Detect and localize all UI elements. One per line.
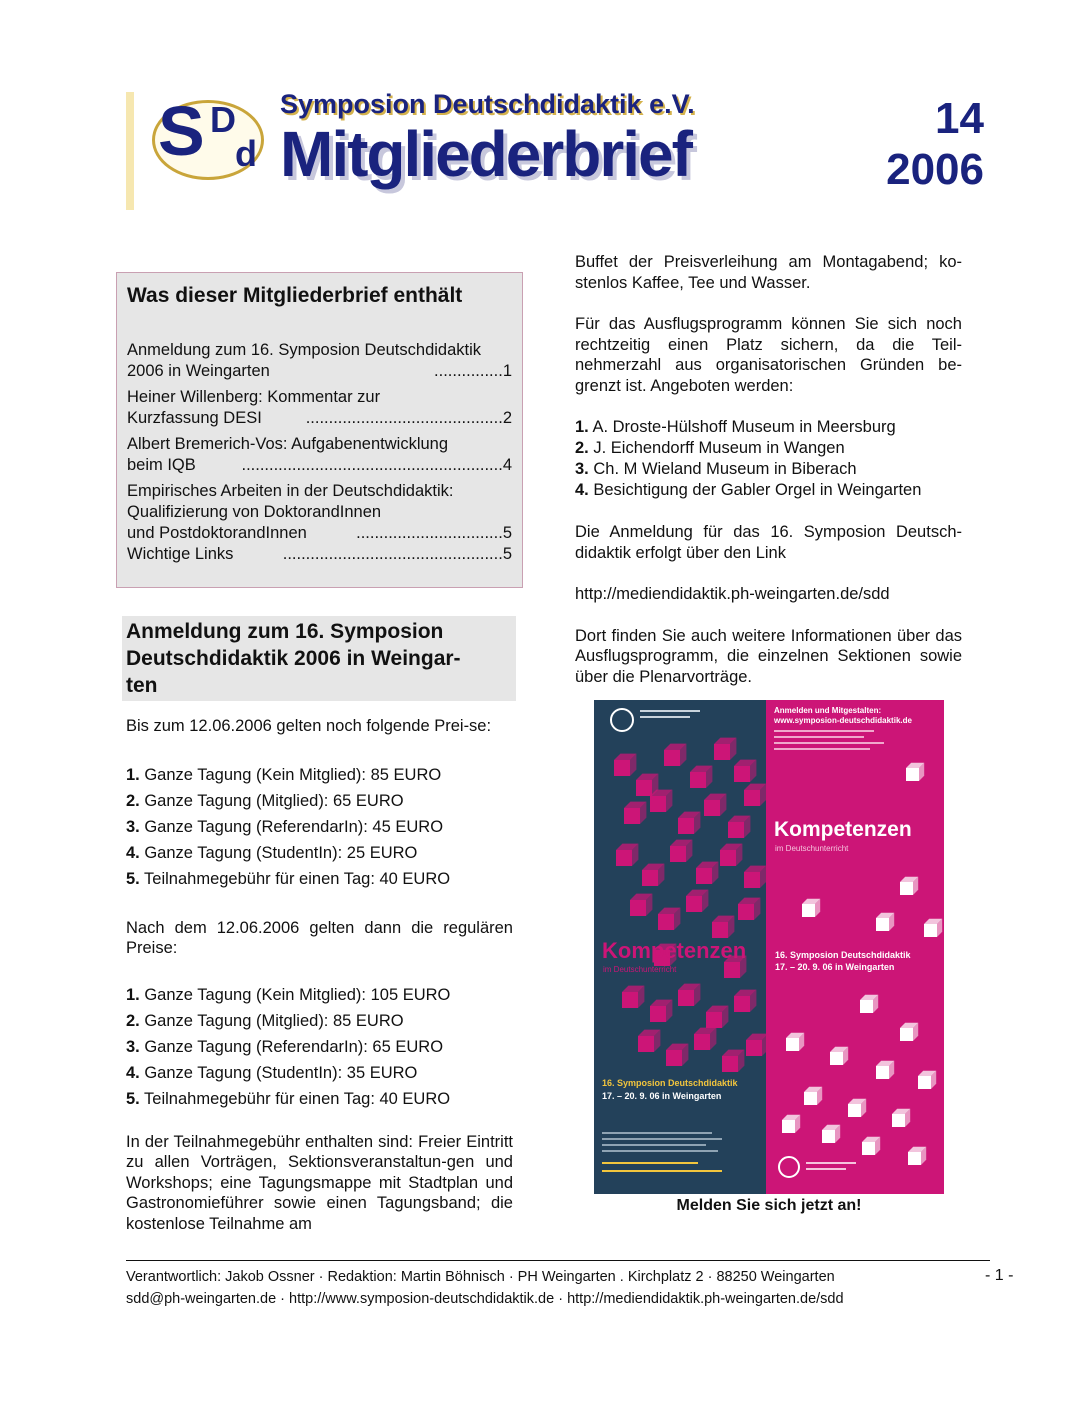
list-text: Ganze Tagung (Mitglied): 85 EURO [139, 1011, 404, 1030]
poster-fineprint-rule [602, 1170, 722, 1172]
poster-dates-right: 17. – 20. 9. 06 in Weingarten [775, 962, 895, 972]
list-text: Ganze Tagung (Kein Mitglied): 85 EURO [139, 765, 442, 784]
spacer [575, 396, 962, 417]
footer-divider [126, 1260, 990, 1261]
list-item [126, 762, 513, 788]
toc-leader [306, 408, 512, 429]
excursion-intro: Für das Ausflugsprogramm können Sie sich noch rechtzeitig einen Platz sichern, da die Teil-nehmerzahl aus organisatorischen Gründen be-grenzt ist. Angeboten werden: [575, 315, 962, 395]
toc-entry[interactable] [127, 481, 512, 544]
prices-after-intro: Nach dem 12.06.2006 gelten dann die regulären Preise: [126, 918, 513, 957]
poster-fineprint-rule [640, 716, 690, 718]
poster-cube [734, 760, 756, 782]
poster-cube [744, 784, 766, 806]
list-text: Ganze Tagung (StudentIn): 25 EURO [139, 843, 418, 862]
toc-title: Was dieser Mitgliederbrief enthält [127, 284, 463, 307]
poster-cube [900, 877, 918, 895]
toc-page-number: 5 [502, 545, 512, 564]
poster-cube [650, 790, 672, 812]
spacer [575, 293, 962, 314]
toc-entry[interactable] [127, 434, 512, 476]
poster-cube [722, 1050, 744, 1072]
poster-cube [706, 1006, 728, 1028]
poster-cube [678, 812, 700, 834]
spacer [575, 501, 962, 522]
poster-caption: Melden Sie sich jetzt an! [676, 1197, 862, 1214]
included-services-text: In der Teilnahmegebühr enthalten sind: Freier Eintritt zu allen Vorträgen, Sektionsveranstaltun-gen und Workshops; eine Tagungsmappe mit Stadtplan und Gastronomieführer sowie einen Tagungsband; die kostenlose Teilnahme am [126, 1132, 513, 1233]
poster-fineprint-rule [774, 730, 874, 732]
list-item [126, 1034, 513, 1060]
organization-name: Symposion Deutschdidaktik e.V. [280, 89, 695, 119]
poster-cube [804, 1087, 822, 1105]
poster-fineprint-rule [806, 1162, 856, 1164]
poster-fineprint-rule [774, 748, 870, 750]
poster-cube [694, 1028, 716, 1050]
page-number: - 1 - [985, 1267, 1014, 1284]
list-text: Ganze Tagung (Kein Mitglied): 105 EURO [139, 985, 451, 1004]
toc-entry[interactable] [127, 387, 512, 429]
list-number: 3. [126, 1037, 140, 1056]
poster-fineprint-rule [640, 710, 700, 712]
toc-entry-line: Wichtige Links [127, 545, 234, 564]
poster-subtitle-left: im Deutschunterricht [603, 965, 677, 974]
poster-cube [696, 862, 718, 884]
poster-cube [738, 898, 760, 920]
poster-register-label: Anmelden und Mitgestalten: [774, 706, 882, 715]
list-item [126, 840, 513, 866]
poster-cube [622, 986, 644, 1008]
toc-entry-lastline [127, 523, 512, 544]
poster-cube [678, 984, 700, 1006]
logo-letter-s: S [158, 92, 201, 170]
list-number: 5. [126, 1089, 140, 1108]
toc-dots: ......................................................... [241, 456, 503, 475]
logo-letter-d-upper: D [210, 99, 236, 140]
issue-year: 2006 [886, 144, 984, 194]
masthead-title: Mitgliederbrief [280, 118, 691, 190]
section-heading [122, 616, 516, 701]
excursion-list [575, 417, 962, 501]
poster-cube [624, 802, 646, 824]
logo-letter-d-lower: d [235, 133, 257, 174]
toc-page-number: 1 [502, 362, 512, 381]
list-text: Teilnahmegebühr für einen Tag: 40 EURO [139, 1089, 451, 1108]
list-item [126, 982, 513, 1008]
registration-link[interactable]: http://mediendidaktik.ph-weingarten.de/sdd [575, 585, 890, 603]
toc-entry-line: und PostdoktorandInnen [127, 524, 307, 543]
list-item [126, 1086, 513, 1112]
footer-imprint: Verantwortlich: Jakob Ossner · Redaktion: Martin Böhnisch · PH Weingarten . Kirchplatz 2 · 88250 Weingarten [126, 1269, 835, 1285]
poster-cube [630, 894, 652, 916]
poster-cube [900, 1023, 918, 1041]
toc-entry[interactable] [127, 340, 512, 382]
poster-cube [658, 908, 680, 930]
ph-logo-icon [610, 708, 634, 732]
toc-dots: ............... [434, 362, 503, 381]
poster-fineprint-rule [602, 1144, 706, 1146]
list-text: A. Droste-Hülshoff Museum in Meersburg [588, 418, 896, 436]
list-number: 1. [126, 765, 140, 784]
toc-entry[interactable] [127, 544, 512, 565]
buffet-continuation: Buffet der Preisverleihung am Montagabend; ko-stenlos Kaffee, Tee und Wasser. [575, 253, 962, 292]
prices-after-list [126, 982, 513, 1112]
toc-dots: ................................ [356, 524, 503, 543]
toc-dots: ........................................... [305, 409, 503, 428]
poster-cube [728, 816, 750, 838]
left-column-body [126, 716, 513, 1234]
poster-cube [714, 738, 736, 760]
poster-cube [704, 794, 726, 816]
poster-dates-left: 17. – 20. 9. 06 in Weingarten [602, 1091, 722, 1101]
list-text: Ganze Tagung (StudentIn): 35 EURO [139, 1063, 418, 1082]
poster-cube [862, 1137, 880, 1155]
poster-cube [848, 1099, 866, 1117]
spacer [126, 737, 513, 758]
list-number: 1. [126, 985, 140, 1004]
poster-cube [616, 844, 638, 866]
toc-entry-line: beim IQB [127, 456, 196, 475]
poster-cube [638, 1030, 660, 1052]
toc-leader [242, 455, 513, 476]
poster-cube [720, 844, 742, 866]
list-item [575, 438, 962, 459]
toc-entry-lastline [127, 361, 512, 382]
poster-cube [830, 1047, 848, 1065]
issue-number: 14 [935, 94, 984, 143]
toc-page-number: 5 [502, 524, 512, 543]
list-text: Teilnahmegebühr für einen Tag: 40 EURO [139, 869, 451, 888]
poster-cube [712, 916, 734, 938]
poster-cube [734, 990, 756, 1012]
list-item [126, 788, 513, 814]
list-number: 5. [126, 869, 140, 888]
toc-page-number: 2 [502, 409, 512, 428]
ph-logo-icon [778, 1156, 800, 1178]
poster-cube [666, 1044, 688, 1066]
poster-fineprint-rule [774, 736, 864, 738]
list-item [126, 1060, 513, 1086]
prices-before-intro: Bis zum 12.06.2006 gelten noch folgende Prei-se: [126, 717, 492, 735]
toc-entry-line: 2006 in Weingarten [127, 362, 270, 381]
poster-fineprint-rule [602, 1132, 712, 1134]
poster-cube [892, 1109, 910, 1127]
spacer [126, 892, 513, 918]
poster-cube [860, 995, 878, 1013]
toc-page-number: 4 [502, 456, 512, 475]
toc-entry-line: Kurzfassung DESI [127, 409, 262, 428]
poster-cube [876, 913, 894, 931]
poster-fineprint-rule [806, 1168, 846, 1170]
poster-cube [746, 1034, 768, 1056]
spacer [575, 563, 962, 584]
right-column-body [575, 252, 962, 687]
list-text: Besichtigung der Gabler Orgel in Weingarten [588, 481, 922, 499]
list-item [575, 459, 962, 480]
poster-cube [802, 899, 820, 917]
poster-cube [786, 1033, 804, 1051]
more-info-text: Dort finden Sie auch weitere Informationen über das Ausflugsprogramm, die einzelnen Sektionen sowie über die Plenarvorträge. [575, 626, 962, 686]
poster-fineprint-rule [602, 1162, 698, 1164]
list-text: Ganze Tagung (Mitglied): 65 EURO [139, 791, 404, 810]
poster-cube [670, 840, 692, 862]
section-heading-line: Deutschdidaktik 2006 in Weingar- [126, 647, 461, 670]
toc-entry-lastline [127, 408, 512, 429]
list-text: Ch. M Wieland Museum in Biberach [588, 460, 857, 478]
poster-title-left: Kompetenzen [602, 938, 747, 963]
poster-cube [650, 1000, 672, 1022]
poster-cube [908, 1147, 926, 1165]
list-number: 2. [126, 1011, 140, 1030]
poster-fineprint-rule [774, 742, 884, 744]
list-number: 4. [126, 1063, 140, 1082]
section-heading-line: Anmeldung zum 16. Symposion [126, 620, 444, 643]
poster-cube [642, 864, 664, 886]
poster-cube [686, 890, 708, 912]
poster-cube [876, 1061, 894, 1079]
list-text: J. Eichendorff Museum in Wangen [588, 439, 845, 457]
logo-accent-bar [126, 92, 134, 210]
toc-entry-line: Heiner Willenberg: Kommentar zur [127, 388, 381, 407]
list-item [126, 814, 513, 840]
prices-before-list [126, 762, 513, 892]
poster-cube [906, 763, 924, 781]
poster-subtitle-right: im Deutschunterricht [775, 844, 849, 853]
toc-entry-lastline [127, 544, 512, 565]
poster-cube [822, 1125, 840, 1143]
poster-event-left: 16. Symposion Deutschdidaktik [602, 1078, 738, 1088]
sdd-logo [140, 92, 272, 208]
spacer [126, 959, 513, 980]
footer-contact-links[interactable]: sdd@ph-weingarten.de · http://www.symposion-deutschdidaktik.de · http://mediendidaktik.ph-weingarten.de/sdd [126, 1291, 844, 1307]
spacer [126, 1112, 513, 1132]
registration-text: Die Anmeldung für das 16. Symposion Deutsch-didaktik erfolgt über den Link [575, 523, 962, 562]
poster-event-right: 16. Symposion Deutschdidaktik [775, 950, 911, 960]
toc-leader [283, 544, 512, 565]
toc-dots: ................................................ [282, 545, 503, 564]
toc-leader [356, 523, 512, 544]
poster-cube [918, 1071, 936, 1089]
list-item [575, 480, 962, 501]
poster-fineprint-rule [602, 1150, 718, 1152]
toc-entry-line: Albert Bremerich-Vos: Aufgabenentwicklung [127, 435, 449, 454]
list-text: Ganze Tagung (ReferendarIn): 45 EURO [139, 817, 444, 836]
list-number: 2. [575, 439, 589, 457]
list-number: 4. [575, 481, 589, 499]
section-heading-line: ten [126, 674, 158, 697]
poster-title-right: Kompetenzen [774, 818, 912, 841]
list-number: 3. [126, 817, 140, 836]
list-text: Ganze Tagung (ReferendarIn): 65 EURO [139, 1037, 444, 1056]
toc-leader [434, 361, 512, 382]
poster-cube [690, 766, 712, 788]
toc-entry-line: Qualifizierung von DoktorandInnen [127, 503, 382, 522]
poster-cube [782, 1115, 800, 1133]
list-item [575, 417, 962, 438]
toc-entry-line: Empirisches Arbeiten in der Deutschdidaktik: [127, 482, 454, 501]
list-number: 4. [126, 843, 140, 862]
poster-cube [744, 866, 766, 888]
toc-entry-lastline [127, 455, 512, 476]
poster-cube [924, 919, 942, 937]
list-item [126, 1008, 513, 1034]
list-item [126, 866, 513, 892]
issue-info [886, 94, 984, 195]
poster-fineprint-rule [602, 1138, 722, 1140]
spacer [575, 605, 962, 626]
list-number: 2. [126, 791, 140, 810]
list-number: 3. [575, 460, 589, 478]
toc-entry-line: Anmeldung zum 16. Symposion Deutschdidaktik [127, 341, 482, 360]
poster-cube [614, 754, 636, 776]
conference-poster [594, 700, 944, 1194]
list-number: 1. [575, 418, 589, 436]
poster-register-url: www.symposion-deutschdidaktik.de [774, 716, 912, 725]
poster-cube [664, 744, 686, 766]
table-of-contents [116, 272, 523, 588]
